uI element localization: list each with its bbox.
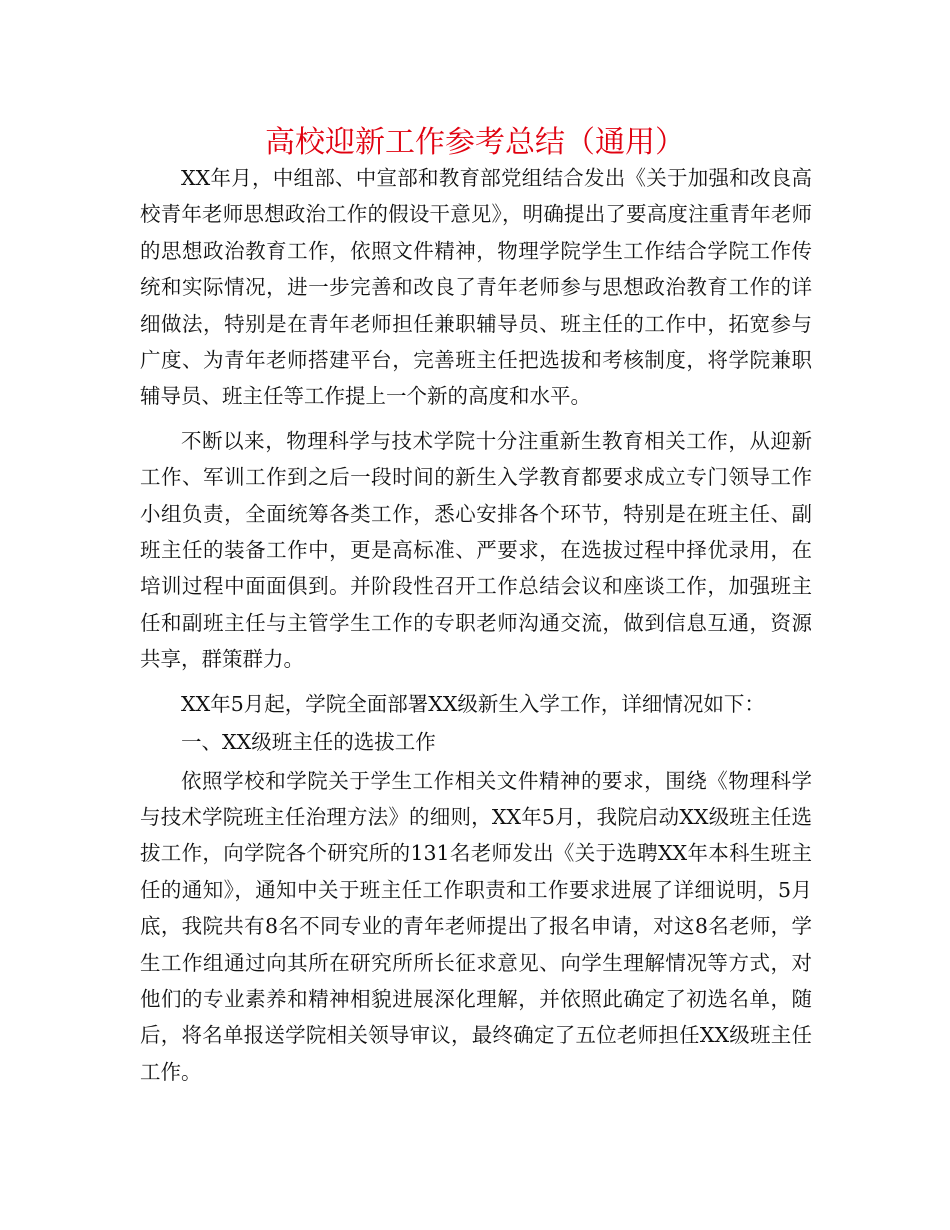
paragraph-selection: 依照学校和学院关于学生工作相关文件精神的要求，围绕《物理科学与技术学院班主任治理方法》的细则，XX年5月，我院启动XX级班主任选拔工作，向学院各个研究所的131名老师发出《关于选聘XX年本科生班主任的通知》，通知中关于班主任工作职责和工作要求进展了详细说明，5月底，我院共有8名不同专业的青年老师提出了报名申请，对这8名老师，学生工作组通过向其所在研究所所长征求意见、向学生理解情况等方式，对他们的专业素养和精神相貌进展深化理解，并依照此确定了初选名单，随后，将名单报送学院相关领导审议，最终确定了五位老师担任XX级班主任工作。 xyxy=(140,768,812,1084)
document-body xyxy=(140,160,812,1098)
document-title: 高校迎新工作参考总结（通用） xyxy=(265,125,685,160)
paragraph-intro: XX年月，中组部、中宣部和教育部党组结合发出《关于加强和改良高校青年老师思想政治工作的假设干意见》，明确提出了要高度注重青年老师的思想政治教育工作，依照文件精神，物理学院学生工作结合学院工作传统和实际情况，进一步完善和改良了青年老师参与思想政治教育工作的详细做法，特别是在青年老师担任兼职辅导员、班主任的工作中，拓宽参与广度、为青年老师搭建平台，完善班主任把选拔和考核制度，将学院兼职辅导员、班主任等工作提上一个新的高度和水平。 xyxy=(140,166,812,409)
paragraph-overview: XX年5月起，学院全面部署XX级新生入学工作，详细情况如下： xyxy=(181,691,765,716)
paragraph-background: 不断以来，物理科学与技术学院十分注重新生教育相关工作，从迎新工作、军训工作到之后一段时间的新生入学教育都要求成立专门领导工作小组负责，全面统筹各类工作，悉心安排各个环节，特别是在班主任、副班主任的装备工作中，更是高标准、严要求，在选拔过程中择优录用，在培训过程中面面俱到。并阶段性召开工作总结会议和座谈工作，加强班主任和副班主任与主管学生工作的专职老师沟通交流，做到信息互通，资源共享，群策群力。 xyxy=(140,428,812,672)
section-heading: 一、XX级班主任的选拔工作 xyxy=(181,730,436,755)
